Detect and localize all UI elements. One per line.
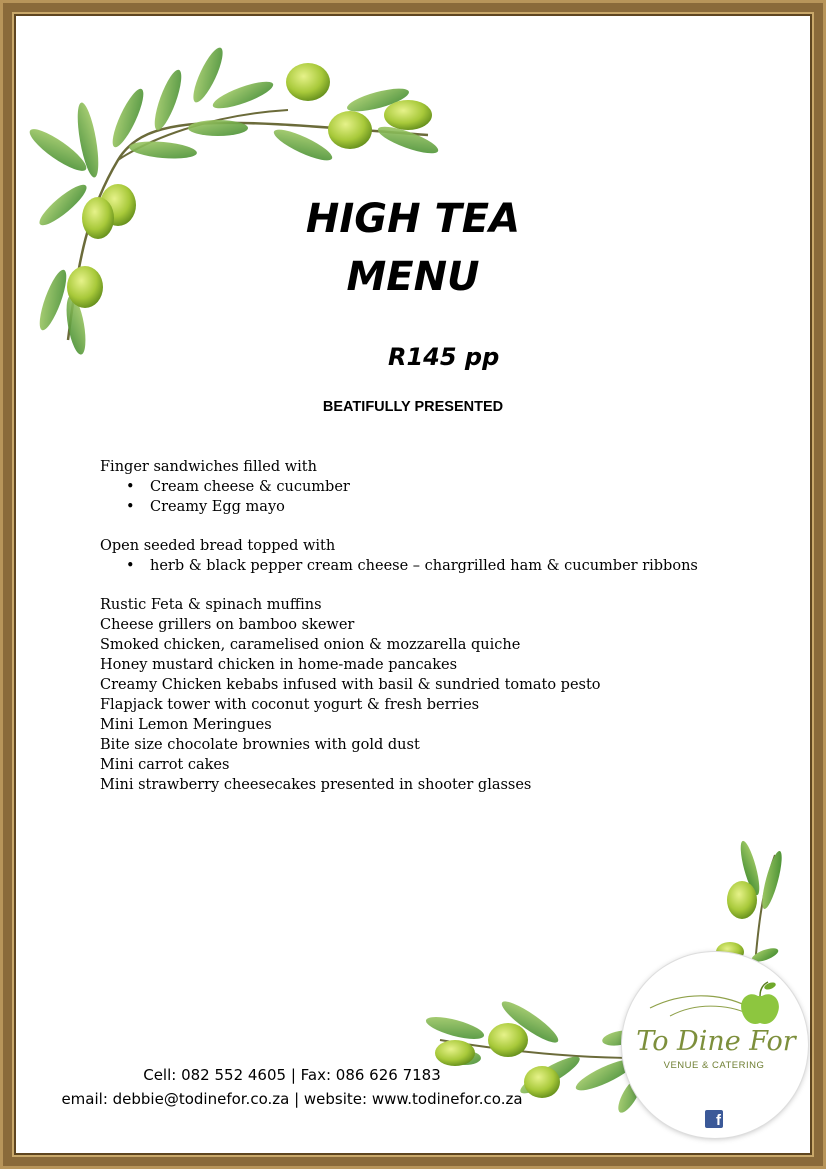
menu-item: Cheese grillers on bamboo skewer bbox=[100, 617, 355, 633]
logo-tagline: VENUE & CATERING bbox=[663, 1060, 765, 1071]
menu-sublist bbox=[100, 556, 720, 576]
price-per-person: R145 pp bbox=[388, 343, 500, 371]
menu-item: Bite size chocolate brownies with gold dust bbox=[100, 737, 420, 753]
contact-phone-fax: Cell: 082 552 4605 | Fax: 086 626 7183 bbox=[143, 1066, 441, 1084]
contact-email-website: email: debbie@todinefor.co.za | website: www.todinefor.co.za bbox=[61, 1090, 523, 1108]
menu-subitem: • Creamy Egg mayo bbox=[150, 497, 720, 517]
subtitle: BEATIFULLY PRESENTED bbox=[322, 399, 504, 415]
menu-item: Creamy Chicken kebabs infused with basil & sundried tomato pesto bbox=[100, 677, 601, 693]
facebook-icon[interactable]: f bbox=[705, 1110, 723, 1128]
menu-item: Rustic Feta & spinach muffins bbox=[100, 597, 322, 613]
menu-item: Mini Lemon Meringues bbox=[100, 717, 272, 733]
menu-group-finger-sandwiches bbox=[100, 457, 720, 517]
menu-item: Flapjack tower with coconut yogurt & fresh berries bbox=[100, 697, 480, 713]
menu-item: Smoked chicken, caramelised onion & mozzarella quiche bbox=[100, 637, 521, 653]
menu-group-heading: Finger sandwiches filled with bbox=[100, 459, 317, 475]
title-line-2: MENU bbox=[346, 254, 480, 300]
menu-item: Mini strawberry cheesecakes presented in shooter glasses bbox=[100, 777, 532, 793]
title-line-1: HIGH TEA bbox=[305, 196, 521, 242]
menu-title bbox=[0, 190, 826, 306]
menu-list bbox=[100, 457, 720, 795]
menu-group-open-bread bbox=[100, 536, 720, 576]
menu-sublist bbox=[100, 477, 720, 517]
menu-item: Honey mustard chicken in home-made pancakes bbox=[100, 657, 458, 673]
menu-subitem: • Cream cheese & cucumber bbox=[150, 477, 720, 497]
menu-subitem: • herb & black pepper cream cheese – chargrilled ham & cucumber ribbons bbox=[150, 556, 720, 576]
logo-name: To Dine For bbox=[636, 1026, 796, 1057]
olive-branch-right-icon bbox=[700, 840, 800, 970]
menu-group-heading: Open seeded bread topped with bbox=[100, 538, 336, 554]
menu-item: Mini carrot cakes bbox=[100, 757, 230, 773]
